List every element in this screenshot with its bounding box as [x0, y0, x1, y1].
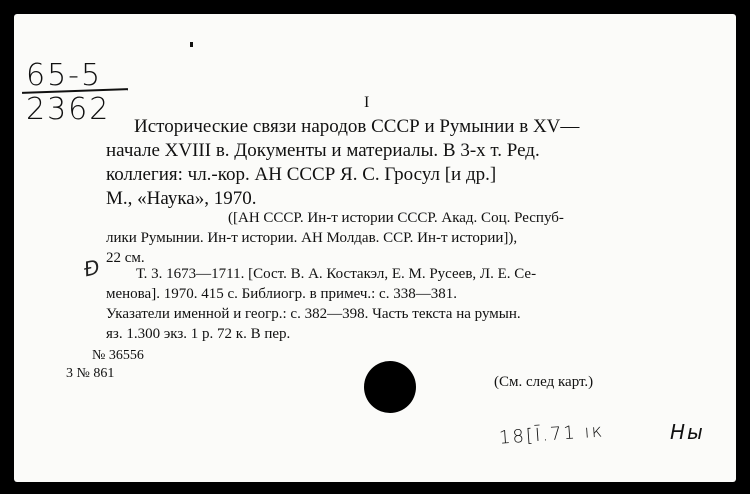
catalog-card	[14, 14, 736, 482]
inventory-number: № 36556	[92, 348, 144, 363]
copy-number: 3 № 861	[66, 366, 115, 381]
handwritten-sign: Ны	[670, 420, 705, 444]
volume-line-1: Т. 3. 1673—1711. [Сост. В. А. Костакэл, Е. М. Русеев, Л. Е. Се-	[136, 266, 537, 282]
title-line-1: Исторические связи народов СССР и Румынии в XV—	[134, 116, 580, 137]
size-line: 22 см.	[106, 250, 145, 266]
volume-number: I	[364, 94, 370, 111]
punch-hole	[364, 361, 416, 413]
title-line-2: начале XVIII в. Документы и материалы. В 3-х т. Ред.	[106, 140, 540, 161]
title-line-3: коллегия: чл.-кор. АН СССР Я. С. Гросул [и др.]	[106, 164, 497, 185]
volume-line-4: яз. 1.300 экз. 1 р. 72 к. В пер.	[106, 326, 291, 342]
shelfmark-bottom: 2362	[26, 92, 111, 127]
continued-note: (См. след карт.)	[494, 374, 594, 390]
volume-line-3: Указатели именной и геогр.: с. 382—398. Часть текста на румын.	[106, 306, 521, 322]
punch-mark	[190, 42, 193, 47]
title-line-4: М., «Наука», 1970.	[106, 188, 257, 209]
handwritten-date: 18[Ī.71 ıк	[498, 420, 605, 449]
volume-line-2: менова]. 1970. 415 с. Библиогр. в примеч.: с. 338—381.	[106, 286, 457, 302]
handwritten-mark: Ɖ	[81, 254, 102, 282]
shelfmark-top: 65-5	[26, 58, 103, 93]
series-line-1: ([АН СССР. Ин-т истории СССР. Акад. Соц. Респуб-	[228, 210, 564, 226]
series-line-2: лики Румынии. Ин-т истории. АН Молдав. ССР. Ин-т истории]),	[106, 230, 518, 246]
